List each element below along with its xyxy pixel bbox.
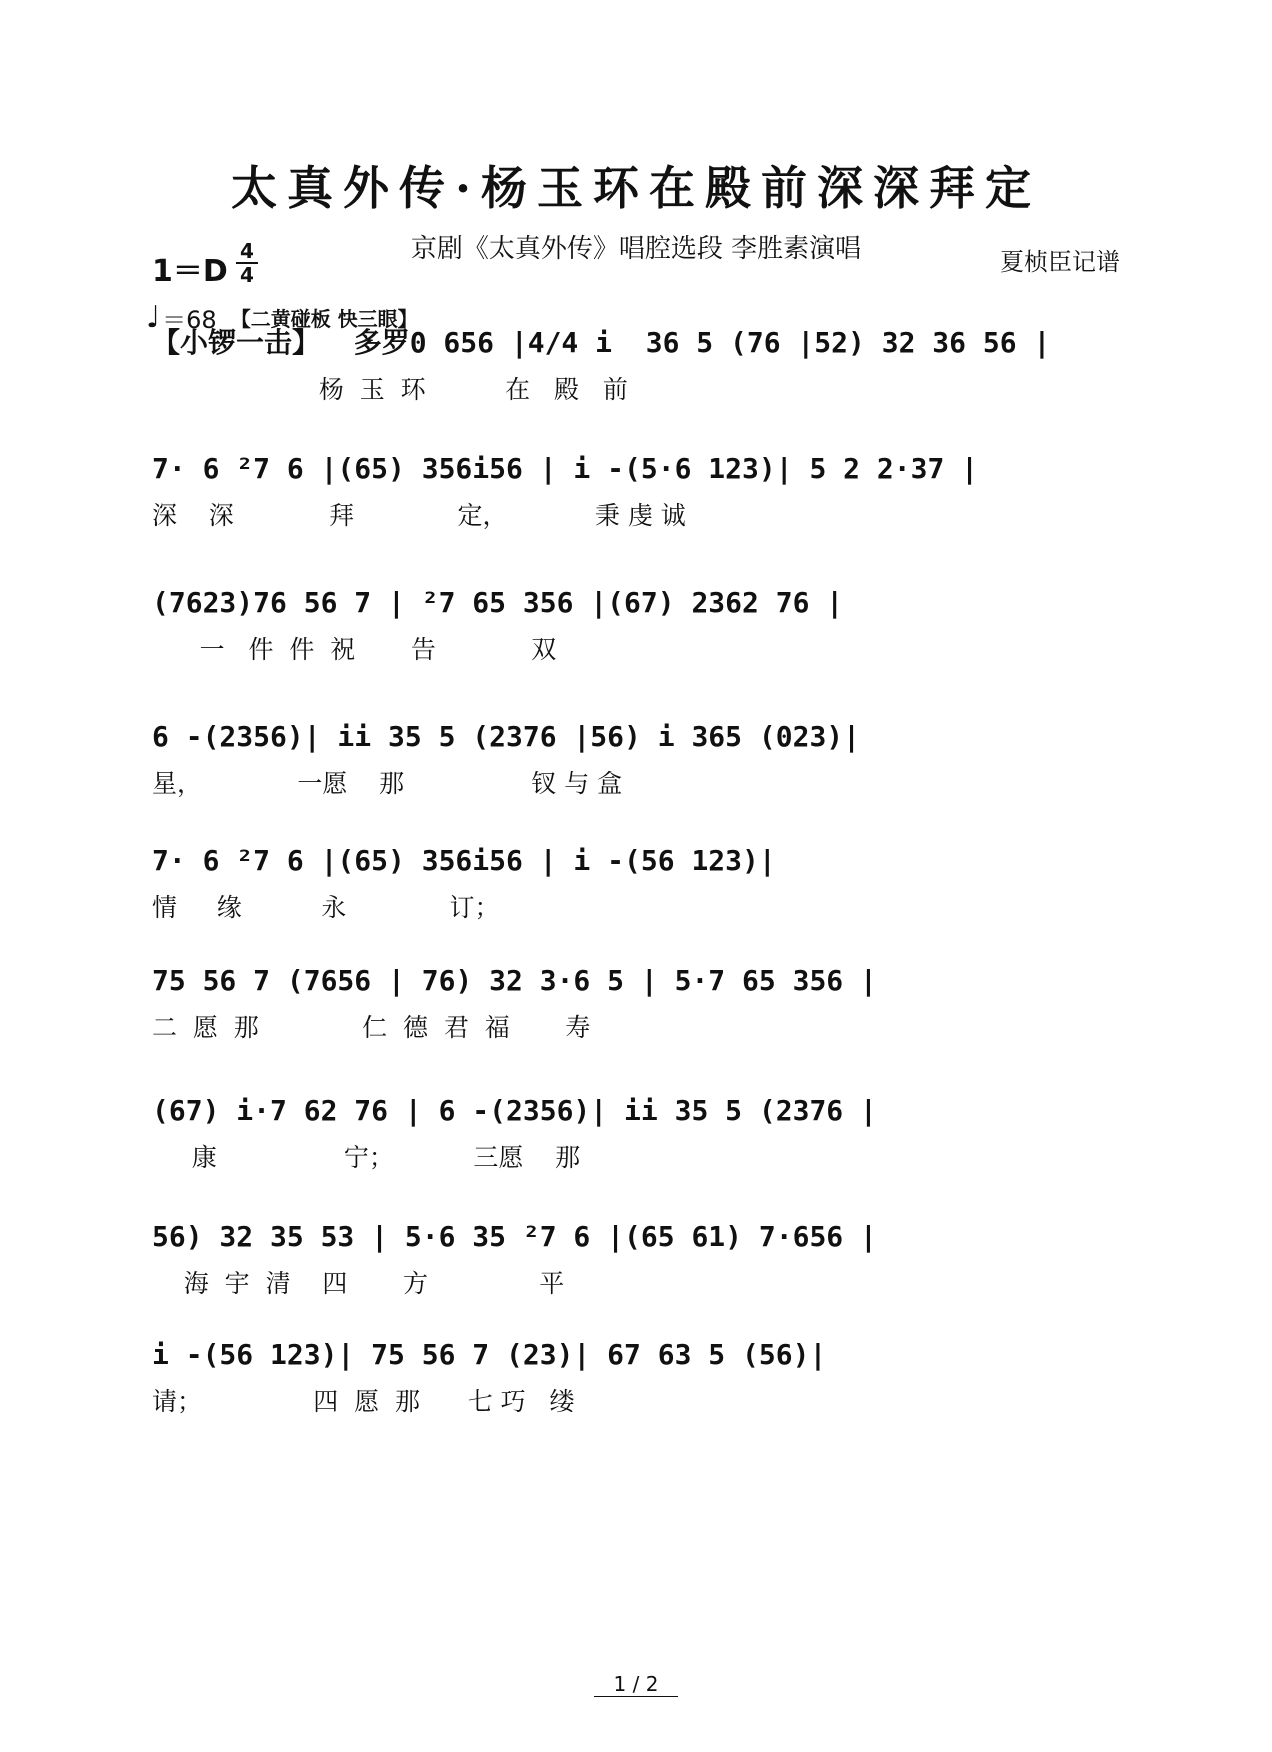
lyric-row: 杨 玉 环 在 殿 前: [152, 375, 628, 404]
score-line-7: [152, 1086, 1126, 1196]
score-line-2: [152, 444, 1126, 554]
score-line-4: [152, 712, 1126, 822]
lyric-row: 二 愿 那 仁 德 君 福 寿: [152, 1013, 591, 1042]
notation-row: 75 56 7 (7656 | 76) 32 3·6 5 | 5·7 65 356 |: [152, 964, 877, 997]
score-line-3: [152, 578, 1126, 688]
time-signature-top: 4: [240, 239, 254, 263]
time-signature: [236, 240, 258, 286]
tempo-value: ＝68: [162, 306, 217, 334]
lyric-row: 深 深 拜 定， 秉 虔 诚: [152, 501, 686, 530]
lyric-row: 情 缘 永 订；: [152, 893, 500, 922]
key-signature: 1＝D: [152, 254, 228, 289]
score-line-1: [152, 318, 1126, 428]
page-title: 太真外传·杨玉环在殿前深深拜定: [230, 161, 1041, 215]
notation-row: 7· 6 ²7 6 |(65) 356i56 | i -(56 123)|: [152, 844, 776, 877]
page-number-text: 1 / 2: [594, 1672, 679, 1697]
quarter-note-icon: ♩: [146, 300, 161, 335]
notation-row: (67) i·7 62 76 | 6 -(2356)| ii 35 5 (2376 |: [152, 1094, 877, 1127]
transcriber-credit: 夏桢臣记谱: [1000, 248, 1120, 276]
notation-row: i -(56 123)| 75 56 7 (23)| 67 63 5 (56)|: [152, 1338, 827, 1371]
notation-row: 6 -(2356)| ii 35 5 (2376 |56) i 365 (023)|: [152, 720, 861, 753]
lyric-row: 星， 一愿 那 钗 与 盒: [152, 769, 623, 798]
notation-row: 【小锣一击】 多罗0 656 |4/4 i 36 5 (76 |52) 32 36 56 |: [152, 326, 1051, 359]
lyric-row: 海 宇 清 四 方 平: [152, 1269, 565, 1298]
subtitle: 京剧《太真外传》唱腔选段 李胜素演唱: [410, 234, 862, 264]
lyric-row: 一 件 件 祝 告 双: [152, 635, 557, 664]
score-line-5: [152, 836, 1126, 946]
notation-row: 7· 6 ²7 6 |(65) 356i56 | i -(5·6 123)| 5 2 2·37 |: [152, 452, 979, 485]
notation-row: 56) 32 35 53 | 5·6 35 ²7 6 |(65 61) 7·656 |: [152, 1220, 877, 1253]
mode-label: 【二黄碰板 快三眼】: [230, 307, 418, 331]
page-number: [0, 1672, 1272, 1696]
lyric-row: 康 宁； 三愿 那: [152, 1143, 581, 1172]
score-line-6: [152, 956, 1126, 1066]
notation-row: (7623)76 56 7 | ²7 65 356 |(67) 2362 76 |: [152, 586, 844, 619]
lyric-row: 请； 四 愿 那 七 巧 缕: [152, 1387, 575, 1416]
score-line-9: [152, 1330, 1126, 1440]
time-signature-bottom: 4: [236, 262, 258, 286]
score-line-8: [152, 1212, 1126, 1322]
